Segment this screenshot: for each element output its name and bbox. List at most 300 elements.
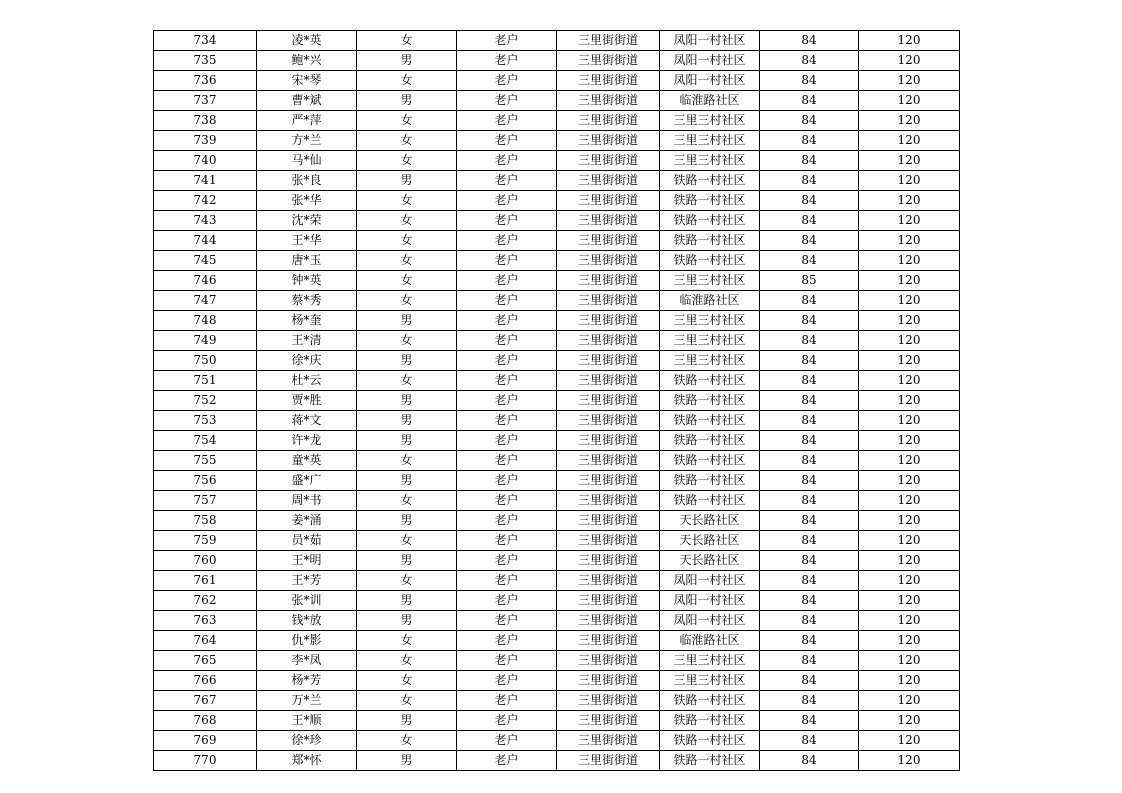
table-row: [154, 251, 960, 271]
amount-cell: 120: [859, 391, 960, 411]
street-cell: 三里街街道: [557, 671, 660, 691]
row-number-cell: 768: [154, 711, 257, 731]
row-number-cell: 736: [154, 71, 257, 91]
gender-cell: 男: [357, 171, 457, 191]
household-type-cell: 老户: [457, 531, 557, 551]
row-number-cell: 738: [154, 111, 257, 131]
row-number-cell: 745: [154, 251, 257, 271]
age-cell: 84: [760, 751, 859, 771]
name-cell: 王*清: [257, 331, 357, 351]
community-cell: 铁路一村社区: [660, 211, 760, 231]
name-cell: 许*龙: [257, 431, 357, 451]
row-number-cell: 766: [154, 671, 257, 691]
name-cell: 杨*奎: [257, 311, 357, 331]
street-cell: 三里街街道: [557, 171, 660, 191]
table-row: [154, 651, 960, 671]
gender-cell: 女: [357, 211, 457, 231]
row-number-cell: 761: [154, 571, 257, 591]
gender-cell: 男: [357, 411, 457, 431]
household-type-cell: 老户: [457, 671, 557, 691]
row-number-cell: 769: [154, 731, 257, 751]
community-cell: 三里三村社区: [660, 351, 760, 371]
row-number-cell: 770: [154, 751, 257, 771]
name-cell: 仇*影: [257, 631, 357, 651]
row-number-cell: 747: [154, 291, 257, 311]
street-cell: 三里街街道: [557, 131, 660, 151]
age-cell: 85: [760, 271, 859, 291]
household-type-cell: 老户: [457, 591, 557, 611]
street-cell: 三里街街道: [557, 451, 660, 471]
age-cell: 84: [760, 51, 859, 71]
street-cell: 三里街街道: [557, 211, 660, 231]
age-cell: 84: [760, 351, 859, 371]
street-cell: 三里街街道: [557, 631, 660, 651]
gender-cell: 男: [357, 511, 457, 531]
name-cell: 郑*怀: [257, 751, 357, 771]
community-cell: 三里三村社区: [660, 111, 760, 131]
gender-cell: 女: [357, 131, 457, 151]
name-cell: 张*良: [257, 171, 357, 191]
data-table: [153, 30, 960, 771]
gender-cell: 男: [357, 91, 457, 111]
table-row: [154, 691, 960, 711]
gender-cell: 女: [357, 71, 457, 91]
community-cell: 凤阳一村社区: [660, 571, 760, 591]
age-cell: 84: [760, 731, 859, 751]
row-number-cell: 767: [154, 691, 257, 711]
household-type-cell: 老户: [457, 51, 557, 71]
gender-cell: 男: [357, 351, 457, 371]
street-cell: 三里街街道: [557, 271, 660, 291]
age-cell: 84: [760, 671, 859, 691]
household-type-cell: 老户: [457, 511, 557, 531]
household-type-cell: 老户: [457, 331, 557, 351]
name-cell: 李*凤: [257, 651, 357, 671]
gender-cell: 女: [357, 291, 457, 311]
household-type-cell: 老户: [457, 711, 557, 731]
name-cell: 周*书: [257, 491, 357, 511]
row-number-cell: 740: [154, 151, 257, 171]
table-row: [154, 431, 960, 451]
gender-cell: 女: [357, 231, 457, 251]
gender-cell: 男: [357, 551, 457, 571]
household-type-cell: 老户: [457, 371, 557, 391]
table-row: [154, 731, 960, 751]
name-cell: 鲍*兴: [257, 51, 357, 71]
street-cell: 三里街街道: [557, 511, 660, 531]
amount-cell: 120: [859, 331, 960, 351]
table-row: [154, 291, 960, 311]
row-number-cell: 737: [154, 91, 257, 111]
amount-cell: 120: [859, 531, 960, 551]
age-cell: 84: [760, 411, 859, 431]
table-row: [154, 711, 960, 731]
gender-cell: 女: [357, 151, 457, 171]
name-cell: 方*兰: [257, 131, 357, 151]
household-type-cell: 老户: [457, 71, 557, 91]
table-row: [154, 511, 960, 531]
amount-cell: 120: [859, 411, 960, 431]
table-row: [154, 31, 960, 51]
gender-cell: 女: [357, 191, 457, 211]
street-cell: 三里街街道: [557, 291, 660, 311]
household-type-cell: 老户: [457, 231, 557, 251]
row-number-cell: 753: [154, 411, 257, 431]
row-number-cell: 741: [154, 171, 257, 191]
community-cell: 凤阳一村社区: [660, 31, 760, 51]
community-cell: 凤阳一村社区: [660, 591, 760, 611]
community-cell: 天长路社区: [660, 511, 760, 531]
gender-cell: 女: [357, 271, 457, 291]
name-cell: 曹*斌: [257, 91, 357, 111]
table-row: [154, 111, 960, 131]
amount-cell: 120: [859, 551, 960, 571]
street-cell: 三里街街道: [557, 31, 660, 51]
gender-cell: 女: [357, 451, 457, 471]
street-cell: 三里街街道: [557, 571, 660, 591]
row-number-cell: 755: [154, 451, 257, 471]
age-cell: 84: [760, 471, 859, 491]
community-cell: 天长路社区: [660, 551, 760, 571]
gender-cell: 女: [357, 491, 457, 511]
household-type-cell: 老户: [457, 471, 557, 491]
community-cell: 三里三村社区: [660, 131, 760, 151]
name-cell: 宋*琴: [257, 71, 357, 91]
table-row: [154, 231, 960, 251]
row-number-cell: 760: [154, 551, 257, 571]
table-row: [154, 91, 960, 111]
name-cell: 员*茹: [257, 531, 357, 551]
street-cell: 三里街街道: [557, 611, 660, 631]
community-cell: 三里三村社区: [660, 271, 760, 291]
table-row: [154, 671, 960, 691]
street-cell: 三里街街道: [557, 551, 660, 571]
name-cell: 张*训: [257, 591, 357, 611]
table-row: [154, 611, 960, 631]
amount-cell: 120: [859, 471, 960, 491]
name-cell: 王*华: [257, 231, 357, 251]
street-cell: 三里街街道: [557, 311, 660, 331]
gender-cell: 女: [357, 371, 457, 391]
street-cell: 三里街街道: [557, 391, 660, 411]
gender-cell: 女: [357, 631, 457, 651]
age-cell: 84: [760, 371, 859, 391]
table-row: [154, 211, 960, 231]
age-cell: 84: [760, 591, 859, 611]
household-type-cell: 老户: [457, 251, 557, 271]
household-type-cell: 老户: [457, 131, 557, 151]
amount-cell: 120: [859, 351, 960, 371]
amount-cell: 120: [859, 691, 960, 711]
community-cell: 临淮路社区: [660, 91, 760, 111]
household-type-cell: 老户: [457, 111, 557, 131]
age-cell: 84: [760, 511, 859, 531]
age-cell: 84: [760, 691, 859, 711]
table-row: [154, 271, 960, 291]
age-cell: 84: [760, 191, 859, 211]
amount-cell: 120: [859, 211, 960, 231]
street-cell: 三里街街道: [557, 411, 660, 431]
street-cell: 三里街街道: [557, 651, 660, 671]
table-row: [154, 411, 960, 431]
amount-cell: 120: [859, 271, 960, 291]
name-cell: 徐*庆: [257, 351, 357, 371]
gender-cell: 女: [357, 251, 457, 271]
household-type-cell: 老户: [457, 171, 557, 191]
name-cell: 凌*英: [257, 31, 357, 51]
table-row: [154, 471, 960, 491]
community-cell: 凤阳一村社区: [660, 51, 760, 71]
gender-cell: 男: [357, 391, 457, 411]
amount-cell: 120: [859, 731, 960, 751]
gender-cell: 女: [357, 691, 457, 711]
community-cell: 铁路一村社区: [660, 471, 760, 491]
community-cell: 铁路一村社区: [660, 711, 760, 731]
table-row: [154, 331, 960, 351]
table-row: [154, 131, 960, 151]
street-cell: 三里街街道: [557, 331, 660, 351]
gender-cell: 男: [357, 751, 457, 771]
household-type-cell: 老户: [457, 691, 557, 711]
age-cell: 84: [760, 491, 859, 511]
age-cell: 84: [760, 331, 859, 351]
amount-cell: 120: [859, 591, 960, 611]
age-cell: 84: [760, 631, 859, 651]
row-number-cell: 764: [154, 631, 257, 651]
community-cell: 凤阳一村社区: [660, 71, 760, 91]
community-cell: 铁路一村社区: [660, 751, 760, 771]
name-cell: 蔡*秀: [257, 291, 357, 311]
gender-cell: 男: [357, 591, 457, 611]
row-number-cell: 735: [154, 51, 257, 71]
name-cell: 钟*英: [257, 271, 357, 291]
household-type-cell: 老户: [457, 31, 557, 51]
age-cell: 84: [760, 311, 859, 331]
community-cell: 铁路一村社区: [660, 251, 760, 271]
community-cell: 三里三村社区: [660, 671, 760, 691]
household-type-cell: 老户: [457, 271, 557, 291]
street-cell: 三里街街道: [557, 591, 660, 611]
household-type-cell: 老户: [457, 731, 557, 751]
name-cell: 王*明: [257, 551, 357, 571]
age-cell: 84: [760, 231, 859, 251]
table-row: [154, 591, 960, 611]
household-type-cell: 老户: [457, 191, 557, 211]
amount-cell: 120: [859, 111, 960, 131]
amount-cell: 120: [859, 431, 960, 451]
community-cell: 铁路一村社区: [660, 191, 760, 211]
street-cell: 三里街街道: [557, 251, 660, 271]
community-cell: 三里三村社区: [660, 151, 760, 171]
name-cell: 马*仙: [257, 151, 357, 171]
gender-cell: 女: [357, 731, 457, 751]
community-cell: 铁路一村社区: [660, 171, 760, 191]
name-cell: 贾*胜: [257, 391, 357, 411]
table-row: [154, 351, 960, 371]
row-number-cell: 742: [154, 191, 257, 211]
row-number-cell: 751: [154, 371, 257, 391]
household-type-cell: 老户: [457, 491, 557, 511]
row-number-cell: 744: [154, 231, 257, 251]
amount-cell: 120: [859, 71, 960, 91]
amount-cell: 120: [859, 751, 960, 771]
name-cell: 蒋*文: [257, 411, 357, 431]
gender-cell: 男: [357, 51, 457, 71]
age-cell: 84: [760, 211, 859, 231]
table-row: [154, 751, 960, 771]
row-number-cell: 759: [154, 531, 257, 551]
row-number-cell: 739: [154, 131, 257, 151]
street-cell: 三里街街道: [557, 371, 660, 391]
street-cell: 三里街街道: [557, 731, 660, 751]
community-cell: 三里三村社区: [660, 311, 760, 331]
age-cell: 84: [760, 531, 859, 551]
row-number-cell: 750: [154, 351, 257, 371]
street-cell: 三里街街道: [557, 51, 660, 71]
community-cell: 临淮路社区: [660, 631, 760, 651]
household-type-cell: 老户: [457, 571, 557, 591]
amount-cell: 120: [859, 311, 960, 331]
row-number-cell: 746: [154, 271, 257, 291]
community-cell: 铁路一村社区: [660, 411, 760, 431]
row-number-cell: 743: [154, 211, 257, 231]
table-body: [154, 31, 960, 771]
street-cell: 三里街街道: [557, 191, 660, 211]
community-cell: 铁路一村社区: [660, 451, 760, 471]
age-cell: 84: [760, 431, 859, 451]
gender-cell: 男: [357, 431, 457, 451]
age-cell: 84: [760, 391, 859, 411]
household-type-cell: 老户: [457, 91, 557, 111]
name-cell: 张*华: [257, 191, 357, 211]
community-cell: 铁路一村社区: [660, 371, 760, 391]
age-cell: 84: [760, 571, 859, 591]
gender-cell: 女: [357, 531, 457, 551]
street-cell: 三里街街道: [557, 151, 660, 171]
name-cell: 万*兰: [257, 691, 357, 711]
amount-cell: 120: [859, 511, 960, 531]
table-row: [154, 151, 960, 171]
gender-cell: 女: [357, 111, 457, 131]
gender-cell: 女: [357, 571, 457, 591]
amount-cell: 120: [859, 571, 960, 591]
community-cell: 天长路社区: [660, 531, 760, 551]
street-cell: 三里街街道: [557, 231, 660, 251]
table-row: [154, 451, 960, 471]
row-number-cell: 758: [154, 511, 257, 531]
community-cell: 三里三村社区: [660, 331, 760, 351]
row-number-cell: 762: [154, 591, 257, 611]
street-cell: 三里街街道: [557, 471, 660, 491]
name-cell: 杨*芳: [257, 671, 357, 691]
amount-cell: 120: [859, 711, 960, 731]
amount-cell: 120: [859, 171, 960, 191]
household-type-cell: 老户: [457, 411, 557, 431]
age-cell: 84: [760, 71, 859, 91]
table-row: [154, 531, 960, 551]
gender-cell: 女: [357, 651, 457, 671]
age-cell: 84: [760, 91, 859, 111]
household-type-cell: 老户: [457, 451, 557, 471]
household-type-cell: 老户: [457, 631, 557, 651]
row-number-cell: 757: [154, 491, 257, 511]
amount-cell: 120: [859, 491, 960, 511]
age-cell: 84: [760, 251, 859, 271]
age-cell: 84: [760, 111, 859, 131]
street-cell: 三里街街道: [557, 691, 660, 711]
age-cell: 84: [760, 151, 859, 171]
amount-cell: 120: [859, 671, 960, 691]
street-cell: 三里街街道: [557, 71, 660, 91]
household-type-cell: 老户: [457, 431, 557, 451]
household-type-cell: 老户: [457, 551, 557, 571]
table-row: [154, 371, 960, 391]
household-type-cell: 老户: [457, 751, 557, 771]
gender-cell: 男: [357, 311, 457, 331]
name-cell: 童*英: [257, 451, 357, 471]
community-cell: 铁路一村社区: [660, 391, 760, 411]
street-cell: 三里街街道: [557, 91, 660, 111]
community-cell: 凤阳一村社区: [660, 611, 760, 631]
street-cell: 三里街街道: [557, 751, 660, 771]
age-cell: 84: [760, 651, 859, 671]
name-cell: 唐*玉: [257, 251, 357, 271]
amount-cell: 120: [859, 611, 960, 631]
table-row: [154, 171, 960, 191]
age-cell: 84: [760, 171, 859, 191]
row-number-cell: 763: [154, 611, 257, 631]
community-cell: 铁路一村社区: [660, 691, 760, 711]
amount-cell: 120: [859, 651, 960, 671]
name-cell: 盛*广: [257, 471, 357, 491]
table-row: [154, 631, 960, 651]
name-cell: 沈*荣: [257, 211, 357, 231]
amount-cell: 120: [859, 191, 960, 211]
amount-cell: 120: [859, 371, 960, 391]
household-type-cell: 老户: [457, 211, 557, 231]
community-cell: 铁路一村社区: [660, 491, 760, 511]
amount-cell: 120: [859, 451, 960, 471]
table-row: [154, 551, 960, 571]
name-cell: 钱*放: [257, 611, 357, 631]
name-cell: 姜*涌: [257, 511, 357, 531]
age-cell: 84: [760, 31, 859, 51]
amount-cell: 120: [859, 631, 960, 651]
name-cell: 王*芳: [257, 571, 357, 591]
gender-cell: 女: [357, 331, 457, 351]
name-cell: 徐*珍: [257, 731, 357, 751]
age-cell: 84: [760, 451, 859, 471]
amount-cell: 120: [859, 291, 960, 311]
table-row: [154, 191, 960, 211]
table-row: [154, 71, 960, 91]
row-number-cell: 734: [154, 31, 257, 51]
gender-cell: 男: [357, 611, 457, 631]
street-cell: 三里街街道: [557, 351, 660, 371]
name-cell: 严*萍: [257, 111, 357, 131]
table-row: [154, 391, 960, 411]
household-type-cell: 老户: [457, 611, 557, 631]
gender-cell: 女: [357, 671, 457, 691]
age-cell: 84: [760, 551, 859, 571]
amount-cell: 120: [859, 91, 960, 111]
street-cell: 三里街街道: [557, 431, 660, 451]
row-number-cell: 752: [154, 391, 257, 411]
amount-cell: 120: [859, 31, 960, 51]
row-number-cell: 756: [154, 471, 257, 491]
community-cell: 铁路一村社区: [660, 431, 760, 451]
household-type-cell: 老户: [457, 291, 557, 311]
